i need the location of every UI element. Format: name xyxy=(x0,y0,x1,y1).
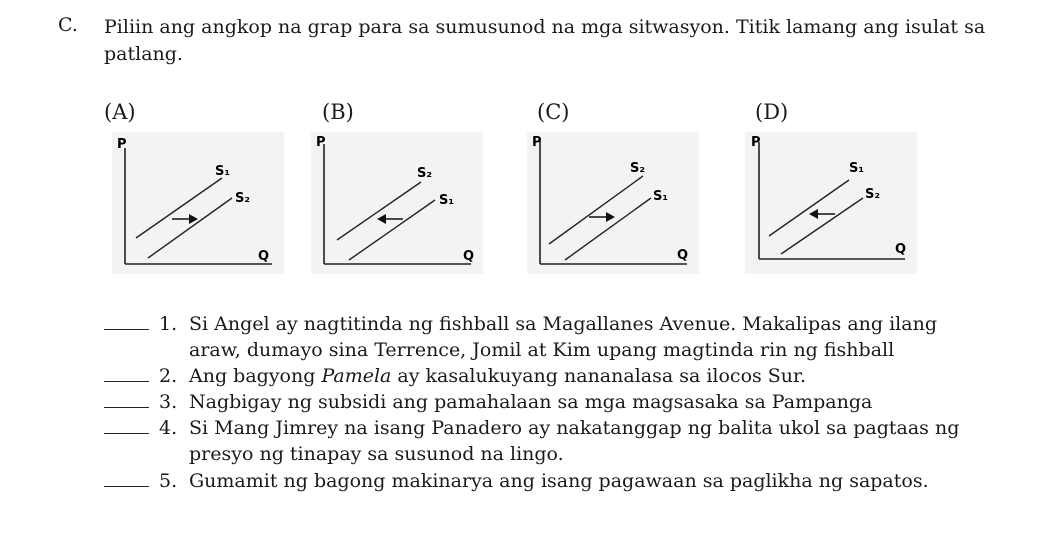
axis-q-label: Q xyxy=(895,242,907,257)
graph-b xyxy=(311,132,483,274)
answer-blank[interactable] xyxy=(104,391,149,408)
graph-c xyxy=(527,132,699,274)
supply-label-upper: S₂ xyxy=(417,166,433,181)
supply-line-lower xyxy=(349,200,435,260)
list-item xyxy=(104,364,806,388)
item-text: Gumamit ng bagong makinarya ang isang pagawaan sa paglikha ng sapatos. xyxy=(189,470,929,492)
arrow-left-icon xyxy=(809,209,835,219)
item-number: 1. xyxy=(159,313,178,335)
answer-blank[interactable] xyxy=(104,417,149,434)
axis-q-label: Q xyxy=(463,249,475,264)
item-text-pre: Ang bagyong xyxy=(189,365,322,387)
axis-q-label: Q xyxy=(677,248,689,263)
list-item xyxy=(104,390,872,414)
item-number: 3. xyxy=(159,391,178,413)
item-text-continued: araw, dumayo sina Terrence, Jomil at Kim upang magtinda rin ng fishball xyxy=(189,339,895,361)
supply-line-upper xyxy=(337,182,421,240)
graph-d xyxy=(745,132,917,274)
item-text: Si Mang Jimrey na isang Panadero ay nakatanggap ng balita ukol sa pagtaas ng xyxy=(189,417,960,439)
arrow-right-icon xyxy=(172,214,198,224)
supply-line-lower xyxy=(781,198,863,254)
supply-label-lower: S₂ xyxy=(865,187,881,202)
axis-p-label: P xyxy=(532,135,542,150)
item-number: 5. xyxy=(159,470,178,492)
item-number: 2. xyxy=(159,365,178,387)
supply-label-upper: S₂ xyxy=(630,161,646,176)
axis-p-label: P xyxy=(117,137,127,152)
axis-p-label: P xyxy=(316,135,326,150)
graph-b-label: (B) xyxy=(322,100,354,124)
axis-q-label: Q xyxy=(258,249,270,264)
supply-line-upper xyxy=(549,176,643,244)
supply-line-upper xyxy=(769,180,849,236)
axis-p-label: P xyxy=(751,135,761,150)
supply-label-lower: S₂ xyxy=(235,191,251,206)
answer-blank[interactable] xyxy=(104,313,149,330)
item-text-post: ay kasalukuyang nananalasa sa ilocos Sur. xyxy=(391,365,807,387)
answer-blank[interactable] xyxy=(104,470,149,487)
item-text-italic: Pamela xyxy=(321,365,392,387)
graph-a xyxy=(112,132,284,274)
item-number: 4. xyxy=(159,417,178,439)
section-letter: C. xyxy=(58,14,78,36)
arrow-right-icon xyxy=(589,212,615,222)
list-item xyxy=(104,312,937,336)
instruction-text xyxy=(104,14,1044,68)
list-item xyxy=(104,469,929,493)
supply-label-lower: S₁ xyxy=(439,193,455,208)
supply-label-upper: S₁ xyxy=(215,164,231,179)
graph-a-label: (A) xyxy=(104,100,136,124)
supply-line-lower xyxy=(148,198,232,258)
graph-c-label: (C) xyxy=(537,100,570,124)
answer-blank[interactable] xyxy=(104,365,149,382)
item-text: Nagbigay ng subsidi ang pamahalaan sa mga magsasaka sa Pampanga xyxy=(189,391,873,413)
list-item xyxy=(104,416,959,440)
item-text-continued: presyo ng tinapay sa susunod na lingo. xyxy=(189,443,564,465)
instruction-line-1: Piliin ang angkop na grap para sa sumusunod na mga sitwasyon. Titik lamang ang isulat sa xyxy=(104,16,986,38)
instruction-line-2: patlang. xyxy=(104,43,183,65)
arrow-left-icon xyxy=(377,214,403,224)
supply-line-upper xyxy=(136,178,222,238)
supply-line-lower xyxy=(565,198,651,260)
graph-d-label: (D) xyxy=(755,100,789,124)
item-text: Si Angel ay nagtitinda ng fishball sa Magallanes Avenue. Makalipas ang ilang xyxy=(189,313,937,335)
supply-label-upper: S₁ xyxy=(849,161,865,176)
supply-label-lower: S₁ xyxy=(653,189,669,204)
